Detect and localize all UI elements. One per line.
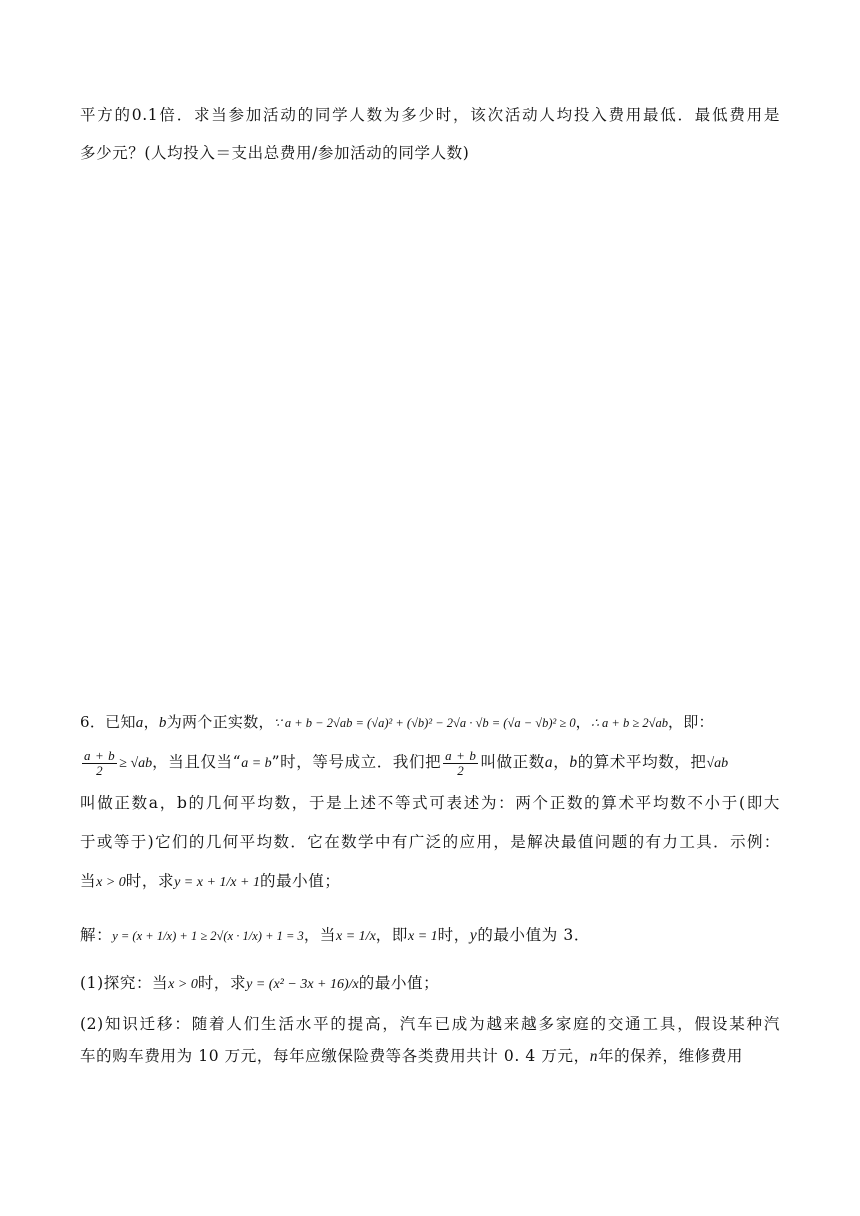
var-b: b [569, 754, 578, 771]
expr-condition: x = 1/x [336, 929, 376, 944]
expr-example: y = x + 1/x + 1 [174, 875, 260, 890]
q6-text: 的最小值； [358, 974, 440, 992]
expr-condition: x > 0 [96, 875, 126, 890]
q6-line-6 [80, 920, 780, 952]
q6-text: ”时，等号成立．我们把 [271, 753, 442, 771]
part-1-label: (1)探究：当 [80, 974, 169, 992]
q6-text: 叫做正数 [480, 753, 545, 771]
q6-number-label: 6．已知 [80, 713, 136, 731]
q6-line-3: 叫做正数a，b的几何平均数，于是上述不等式可表述为：两个正数的算术平均数不小于(即大 [80, 794, 780, 812]
expr-solution: y = (x + 1/x) + 1 ≥ 2√(x · 1/x) + 1 = 3 [112, 929, 304, 943]
expr-condition: x > 0 [168, 977, 198, 992]
q6-text: 时，求 [197, 974, 247, 992]
q6-text: 车的购车费用为 10 万元，每年应缴保险费等各类费用共计 0. 4 万元， [80, 1047, 590, 1065]
intro-line-1: 平方的0.1倍．求当参加活动的同学人数为多少时，该次活动人均投入费用最低．最低费用是 [80, 106, 780, 124]
comma: ， [553, 753, 570, 771]
fraction-mean-2 [443, 749, 478, 778]
q6-text: 的最小值； [259, 872, 341, 890]
q6-text: ，即 [375, 926, 408, 944]
frac-den: 2 [96, 762, 104, 778]
q6-line-4: 于或等于)它们的几何平均数．它在数学中有广泛的应用，是解决最值问题的有力工具．示例： [80, 833, 780, 851]
part-2-line-1: (2)知识迁移：随着人们生活水平的提高，汽车已成为越来越多家庭的交通工具，假设某种汽 [80, 1015, 780, 1033]
q6-line-5 [80, 866, 780, 898]
q6-text: 时，求 [125, 872, 175, 890]
var-a: a [544, 754, 554, 771]
frac-num: a + b [84, 747, 116, 763]
expr-ge: ≥ √ab [119, 756, 153, 771]
q6-text: 年的保养，维修费用 [598, 1047, 743, 1065]
fraction-mean [82, 749, 117, 778]
part-2-line-2 [80, 1046, 780, 1067]
comma: ， [575, 713, 591, 731]
expr-conclusion: ∴ a + b ≥ 2√ab [590, 716, 668, 730]
expr-sqrt-ab: √ab [706, 756, 729, 771]
expr-proof: ∵ a + b − 2√ab = (√a)² + (√b)² − 2√a · √b = (√a − √b)² ≥ 0 [273, 716, 576, 730]
q6-line-2 [80, 747, 780, 779]
expr-part1: y = (x² − 3x + 16)/x [246, 977, 359, 992]
expr-eq: a = b [241, 756, 272, 771]
var-b: b [158, 715, 167, 731]
q6-text: ，当 [303, 926, 337, 944]
part-1 [80, 968, 780, 1000]
q6-text: 的算术平均数，把 [577, 753, 707, 771]
var-y: y [469, 927, 478, 944]
q6-text: 的最小值为 3． [477, 926, 590, 944]
q6-text: 时， [437, 926, 470, 944]
q6-text: ，当且仅当“ [152, 753, 242, 771]
q6-text: 为两个正实数， [166, 713, 274, 731]
var-n: n [589, 1048, 599, 1065]
frac-den: 2 [457, 762, 465, 778]
q6-text: ，即： [667, 713, 714, 731]
comma: ， [143, 713, 159, 731]
intro-line-2: 多少元？(人均投入＝支出总费用/参加活动的同学人数) [80, 144, 470, 162]
expr-condition: x = 1 [407, 929, 438, 944]
q6-line-1 [80, 712, 780, 733]
frac-num: a + b [445, 747, 477, 763]
var-a: a [135, 715, 144, 731]
solution-label: 解： [80, 926, 113, 944]
q6-text: 当 [80, 872, 97, 890]
